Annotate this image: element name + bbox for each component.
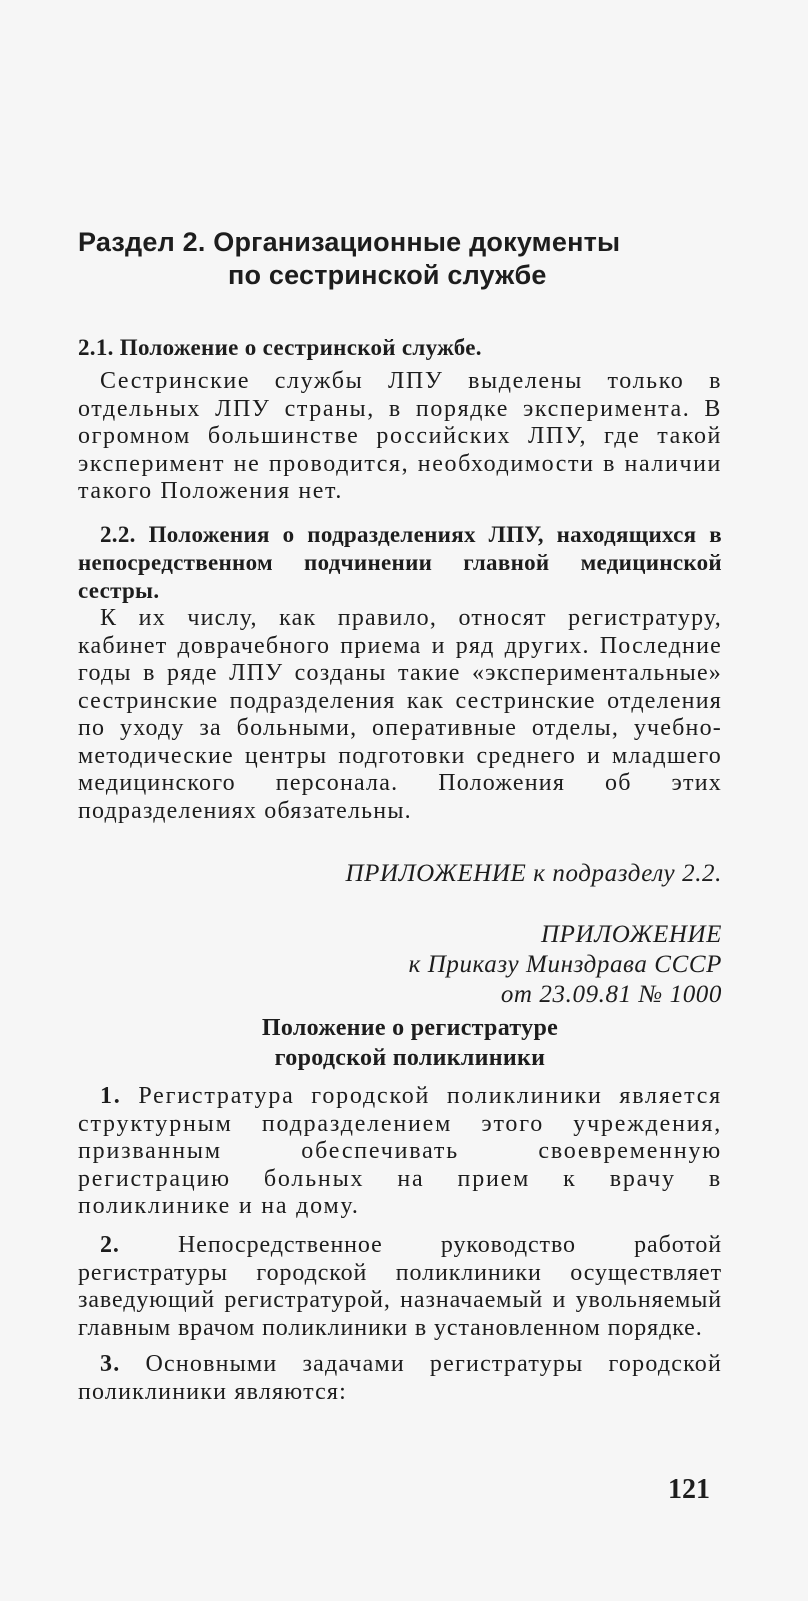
clause-number: 2.	[100, 1232, 120, 1258]
subsection-2-1-heading: 2.1. Положение о сестринской службе.	[78, 335, 482, 360]
subsection-2-2-text	[78, 605, 722, 825]
appendix-reference-line-3: от 23.09.81 № 1000	[500, 981, 722, 1008]
clause-text: Регистратура городской поликлиники является структурным подразделением этого учреждения, призванным обеспечивать своевременную регистрацию больных на прием к врачу в поликлинике и на дому.	[78, 1083, 722, 1219]
section-title	[78, 226, 718, 292]
section-title-line-2: по сестринской службе	[228, 260, 547, 290]
document-title-line-2: городской поликлиники	[274, 1045, 546, 1071]
subsection-2-2-body: К их числу, как правило, относят регистратуру, кабинет доврачебного приема и ряд других. Последние годы в ряде ЛПУ созданы такие «экспериментальные» сестринские подразделения как сестринские отделения по уходу за больными, оперативные отделы, учебно-методические центры подготовки среднего и младшего медицинского персонала. Положения об этих подразделениях обязательны.	[78, 605, 722, 824]
clause-text: Основными задачами регистратуры городской поликлиники являются:	[78, 1351, 722, 1405]
document-title	[160, 1013, 740, 1073]
appendix-note: ПРИЛОЖЕНИЕ к подразделу 2.2.	[345, 860, 722, 887]
section-title-line-1: Раздел 2. Организационные документы	[78, 227, 621, 257]
clause-number: 1.	[100, 1083, 122, 1109]
clause-2	[78, 1232, 722, 1342]
appendix-reference	[409, 920, 722, 1010]
subsection-2-2-heading-text: 2.2. Положения о подразделениях ЛПУ, находящихся в непосредственном подчинении главной медицинской сестры.	[78, 522, 722, 603]
subsection-2-2-heading	[78, 521, 722, 605]
clause-3	[78, 1351, 722, 1406]
page-number: 121	[668, 1474, 710, 1505]
appendix-reference-line-2: к Приказу Минздрава СССР	[408, 951, 722, 978]
subsection-2-1-body: Сестринские службы ЛПУ выделены только в отдельных ЛПУ страны, в порядке эксперимента. В огромном большинстве российских ЛПУ, где такой эксперимент не проводится, необходимости в наличии такого Положения нет.	[78, 368, 722, 504]
clause-number: 3.	[100, 1351, 121, 1377]
subsection-2-1-text	[78, 368, 722, 506]
document-title-line-1: Положение о регистратуре	[261, 1015, 559, 1041]
appendix-reference-line-1: ПРИЛОЖЕНИЕ	[541, 921, 722, 948]
clause-1	[78, 1083, 722, 1221]
clause-text: Непосредственное руководство работой регистратуры городской поликлиники осуществляет заведующий регистратурой, назначаемый и увольняемый главным врачом поликлиники в установленном порядке.	[78, 1232, 722, 1341]
